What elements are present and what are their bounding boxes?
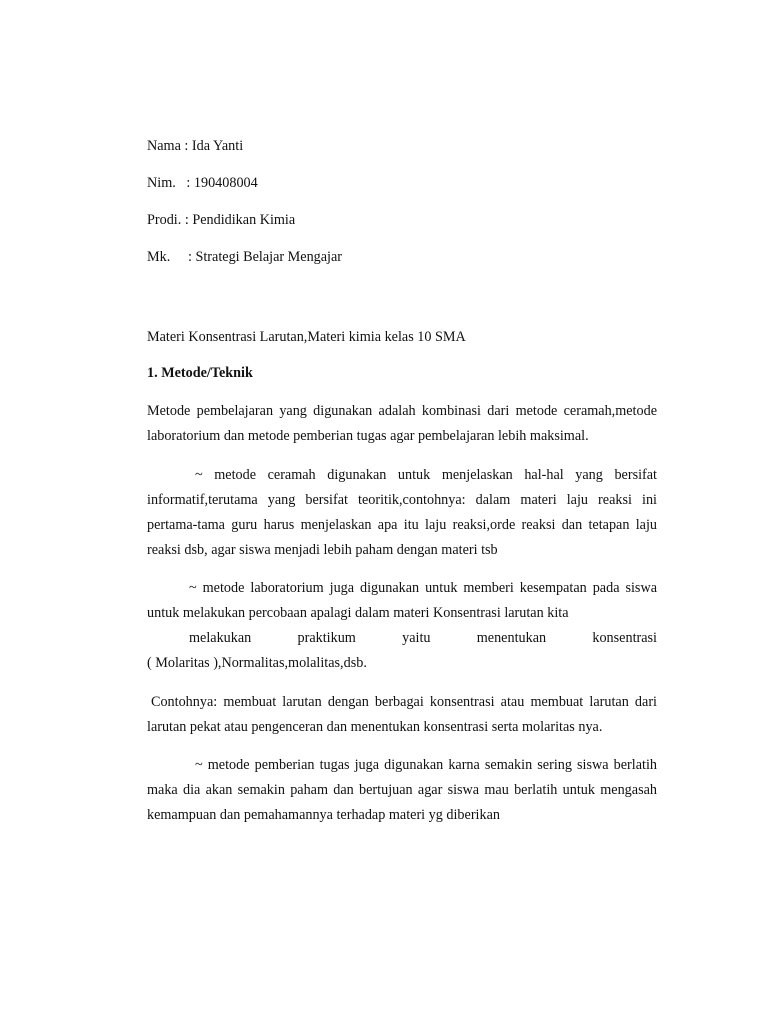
- paragraph-laboratory-method-justified-line: melakukan praktikum yaitu menentukan konsentrasi: [189, 630, 657, 646]
- topic-line: Materi Konsentrasi Larutan,Materi kimia kelas 10 SMA: [147, 329, 466, 345]
- paragraph-assignment-method: ~ metode pemberian tugas juga digunakan karna semakin sering siswa berlatih maka dia akan semakin paham dan bertujuan agar siswa mau berlatih untuk mengasah kemampuan dan pemahamannya terhadap materi yg diberikan: [147, 757, 657, 823]
- paragraph-method-intro: Metode pembelajaran yang digunakan adalah kombinasi dari metode ceramah,metode laboratorium dan metode pemberian tugas agar pembelajaran lebih maksimal.: [147, 403, 657, 444]
- study-program-line: Prodi. : Pendidikan Kimia: [147, 212, 296, 228]
- paragraph-laboratory-method-text: ~ metode laboratorium juga digunakan untuk memberi kesempatan pada siswa untuk melakukan percobaan apalagi dalam materi Konsentrasi larutan kita: [147, 580, 657, 621]
- section-heading: 1. Metode/Teknik: [147, 364, 253, 381]
- paragraph-laboratory-method-last-line: ( Molaritas ),Normalitas,molalitas,dsb.: [147, 655, 367, 671]
- paragraph-laboratory-method: [147, 576, 657, 676]
- paragraph-lecture-method: ~ metode ceramah digunakan untuk menjelaskan hal-hal yang bersifat informatif,terutama yang bersifat teoritik,contohnya: dalam materi laju reaksi ini pertama-tama guru harus menjelaskan apa itu laju reaksi,orde reaksi dan tetapan laju reaksi dsb, agar siswa menjadi lebih paham dengan materi tsb: [147, 466, 657, 558]
- course-line: Mk. : Strategi Belajar Mengajar: [147, 249, 343, 265]
- spacer: [147, 285, 657, 328]
- document-body: [147, 137, 657, 842]
- paragraph-example: Contohnya: membuat larutan dengan berbagai konsentrasi atau membuat larutan dari larutan pekat atau pengenceran dan menentukan konsentrasi serta molaritas nya.: [147, 693, 657, 735]
- student-id-line: Nim. : 190408004: [147, 175, 258, 191]
- student-name-line: Nama : Ida Yanti: [147, 138, 244, 154]
